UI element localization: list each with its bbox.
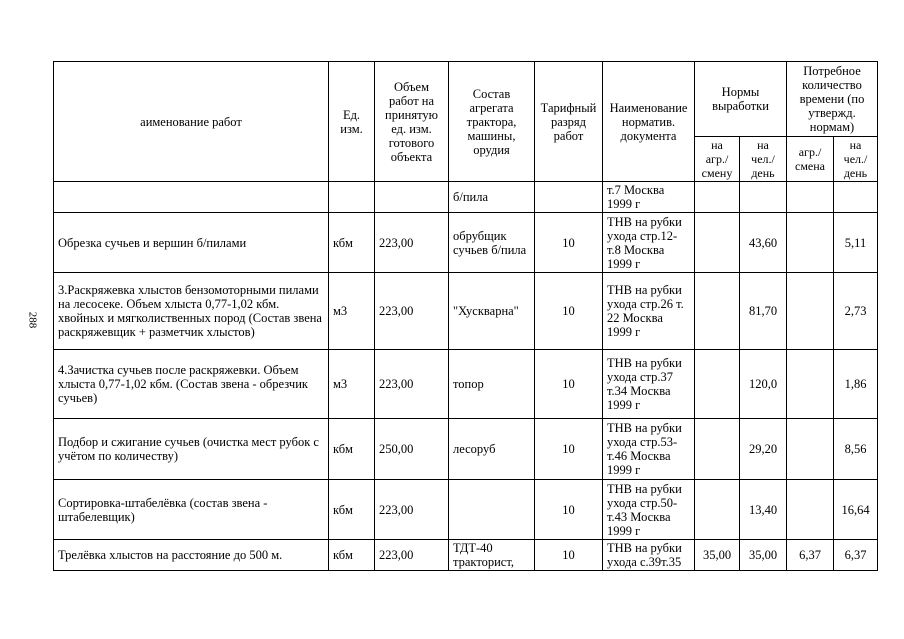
cell-volume: 223,00 <box>375 350 449 419</box>
cell-time-agg <box>787 182 834 213</box>
cell-composition: обрубщик сучьев б/пила <box>449 213 535 273</box>
cell-document: ТНВ на рубки ухода стр.26 т. 22 Москва 1999 г <box>603 273 695 350</box>
cell-norm-agg <box>695 213 740 273</box>
cell-unit <box>329 182 375 213</box>
cell-name <box>54 182 329 213</box>
cell-time-man: 8,56 <box>834 419 878 480</box>
cell-norm-agg <box>695 419 740 480</box>
cell-rate: 10 <box>535 540 603 571</box>
cell-rate: 10 <box>535 419 603 480</box>
cell-time-man: 1,86 <box>834 350 878 419</box>
header-rate: Тарифный разряд работ <box>535 62 603 182</box>
cell-rate <box>535 182 603 213</box>
table-row <box>54 182 878 213</box>
cell-rate: 10 <box>535 350 603 419</box>
cell-document: ТНВ на рубки ухода стр.50- т.43 Москва 1999 г <box>603 480 695 540</box>
cell-norm-agg <box>695 480 740 540</box>
cell-volume: 223,00 <box>375 213 449 273</box>
cell-document: ТНВ на рубки ухода стр.53- т.46 Москва 1999 г <box>603 419 695 480</box>
header-norm-agg: на агр./ смену <box>695 137 740 182</box>
cell-volume: 223,00 <box>375 480 449 540</box>
cell-time-agg <box>787 419 834 480</box>
cell-norm-agg <box>695 350 740 419</box>
cell-name: Трелёвка хлыстов на расстояние до 500 м. <box>54 540 329 571</box>
cell-time-man <box>834 182 878 213</box>
header-name: аименование работ <box>54 62 329 182</box>
table-row <box>54 273 878 350</box>
cell-composition: "Хускварна" <box>449 273 535 350</box>
cell-time-agg <box>787 480 834 540</box>
cell-name: 4.Зачистка сучьев после раскряжевки. Объем хлыста 0,77-1,02 кбм. (Состав звена - обрезчик сучьев) <box>54 350 329 419</box>
cell-volume: 250,00 <box>375 419 449 480</box>
cell-name: 3.Раскряжевка хлыстов бензомоторными пилами на лесосеке. Объем хлыста 0,77-1,02 кбм. хвойных и мягколиственных пород (Состав звена раскряжевщик + разметчик хлыстов) <box>54 273 329 350</box>
cell-unit: м3 <box>329 273 375 350</box>
cell-composition: б/пила <box>449 182 535 213</box>
header-volume: Объем работ на принятую ед. изм. готового объекта <box>375 62 449 182</box>
cell-document: т.7 Москва 1999 г <box>603 182 695 213</box>
header-document: Наименование норматив. документа <box>603 62 695 182</box>
cell-rate: 10 <box>535 213 603 273</box>
cell-time-agg <box>787 213 834 273</box>
cell-norm-agg <box>695 182 740 213</box>
header-composition: Состав агрегата трактора, машины, орудия <box>449 62 535 182</box>
header-time-man: на чел./ день <box>834 137 878 182</box>
header-unit: Ед. изм. <box>329 62 375 182</box>
header-norm-man: на чел./ день <box>740 137 787 182</box>
cell-unit: кбм <box>329 480 375 540</box>
cell-volume: 223,00 <box>375 540 449 571</box>
cell-name: Сортировка-штабелёвка (состав звена - штабелевщик) <box>54 480 329 540</box>
cell-document: ТНВ на рубки ухода стр.12- т.8 Москва 1999 г <box>603 213 695 273</box>
cell-composition <box>449 480 535 540</box>
cell-rate: 10 <box>535 273 603 350</box>
cell-volume <box>375 182 449 213</box>
cell-norm-man: 81,70 <box>740 273 787 350</box>
cell-time-man: 6,37 <box>834 540 878 571</box>
cell-unit: кбм <box>329 213 375 273</box>
cell-time-agg <box>787 350 834 419</box>
header-norms: Нормы выработки <box>695 62 787 137</box>
cell-norm-man: 35,00 <box>740 540 787 571</box>
header-time-agg: агр./ смена <box>787 137 834 182</box>
cell-time-man: 5,11 <box>834 213 878 273</box>
table-row <box>54 350 878 419</box>
cell-norm-man: 29,20 <box>740 419 787 480</box>
cell-unit: кбм <box>329 540 375 571</box>
cell-norm-man: 43,60 <box>740 213 787 273</box>
table-row <box>54 213 878 273</box>
cell-name: Обрезка сучьев и вершин б/пилами <box>54 213 329 273</box>
cell-norm-man <box>740 182 787 213</box>
cell-time-agg: 6,37 <box>787 540 834 571</box>
header-time: Потребное количество времени (по утвержд. нормам) <box>787 62 878 137</box>
cell-norm-man: 120,0 <box>740 350 787 419</box>
table-row <box>54 480 878 540</box>
cell-time-man: 16,64 <box>834 480 878 540</box>
cell-composition: топор <box>449 350 535 419</box>
cell-norm-agg <box>695 273 740 350</box>
cell-document: ТНВ на рубки ухода стр.37 т.34 Москва 1999 г <box>603 350 695 419</box>
cell-rate: 10 <box>535 480 603 540</box>
cell-document: ТНВ на рубки ухода с.39т.35 <box>603 540 695 571</box>
cell-composition: ТДТ-40 тракторист, <box>449 540 535 571</box>
cell-volume: 223,00 <box>375 273 449 350</box>
cell-unit: м3 <box>329 350 375 419</box>
cell-unit: кбм <box>329 419 375 480</box>
table-row <box>54 540 878 571</box>
cell-name: Подбор и сжигание сучьев (очистка мест рубок с учётом по количеству) <box>54 419 329 480</box>
table-row <box>54 419 878 480</box>
cell-time-man: 2,73 <box>834 273 878 350</box>
work-norms-table <box>53 61 878 571</box>
cell-norm-agg: 35,00 <box>695 540 740 571</box>
cell-time-agg <box>787 273 834 350</box>
cell-norm-man: 13,40 <box>740 480 787 540</box>
cell-composition: лесоруб <box>449 419 535 480</box>
page-number: 288 <box>26 311 39 329</box>
